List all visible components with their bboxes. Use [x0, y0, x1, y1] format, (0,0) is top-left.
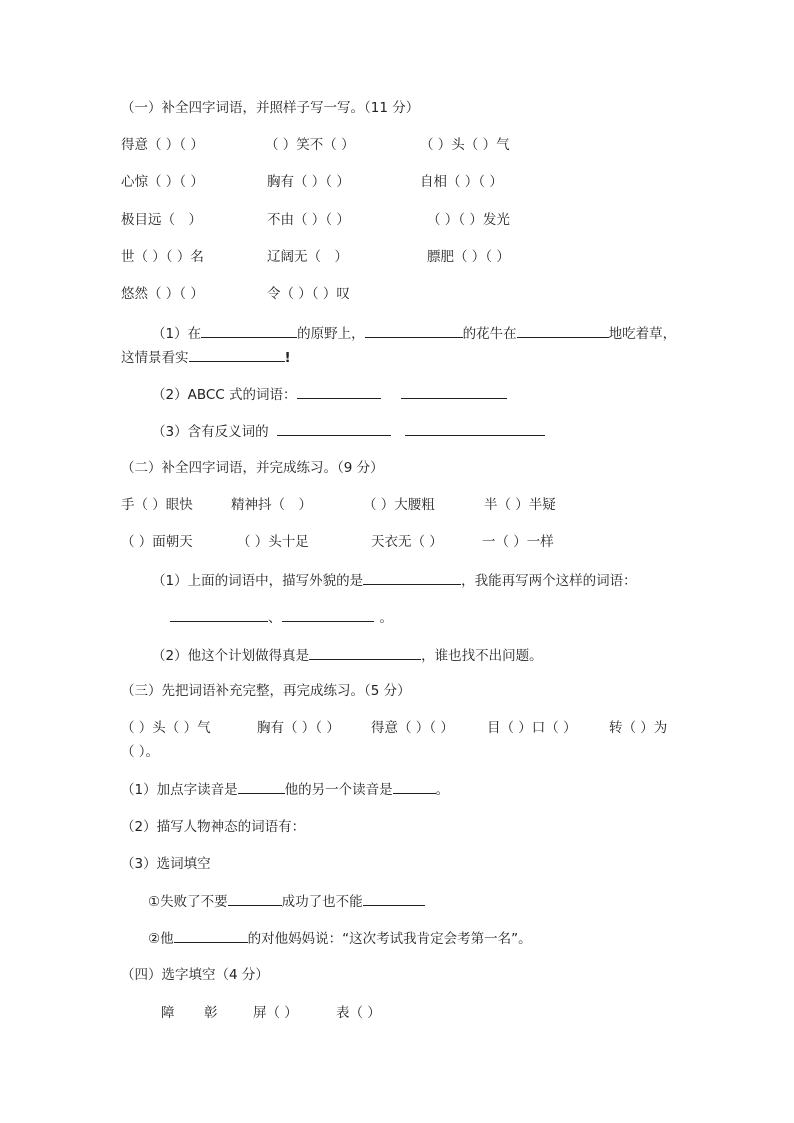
question-text: 他的另一个读音是 — [284, 782, 393, 798]
idiom-cell: 天衣无（ ） — [371, 534, 443, 550]
choice-char: 彰 — [204, 1005, 218, 1021]
answer-blank[interactable] — [238, 780, 285, 794]
question-1-3 — [152, 422, 545, 441]
question-text: （1）加点字读音是 — [121, 782, 238, 798]
question-2-2 — [152, 646, 543, 665]
question-text: （2）ABCC 式的词语： — [152, 387, 297, 403]
idiom-cell: （ ）头（ ）气 — [121, 720, 211, 736]
question-1-1-cont — [121, 348, 291, 367]
idiom-cell: （ ）头（ ）气 — [420, 137, 510, 153]
question-3-1 — [121, 780, 449, 799]
section-1-heading: （一）补全四字词语，并照样子写一写。（11 分） — [121, 100, 420, 116]
idiom-cell: （ ）（ ）发光 — [427, 212, 510, 228]
question-text: 的花牛在 — [462, 326, 517, 342]
section-4-heading: （四）选字填空（4 分） — [121, 967, 269, 983]
answer-blank[interactable] — [401, 385, 507, 399]
answer-blank[interactable] — [309, 646, 421, 660]
question-text: 的对他妈妈说：“这次考试我肯定会考第一名”。 — [247, 931, 532, 947]
fill-word: 屏（ ） — [253, 1005, 298, 1021]
idiom-cell: 自相（ ）（ ） — [420, 174, 503, 190]
answer-blank[interactable] — [170, 608, 268, 622]
idiom-cell: 得意（ ）（ ） — [371, 720, 454, 736]
idiom-cell: 精神抖（ ） — [231, 497, 312, 513]
answer-blank[interactable] — [189, 348, 285, 362]
question-text: ! — [284, 350, 291, 366]
idiom-cell: 半（ ）半疑 — [484, 497, 556, 513]
idiom-cell: 目（ ）口（ ） — [487, 720, 577, 736]
answer-blank[interactable] — [228, 892, 282, 906]
idiom-cell: 手（ ）眼快 — [121, 497, 193, 513]
answer-blank[interactable] — [363, 571, 461, 585]
question-text: 。 — [379, 610, 393, 626]
fill-item-2 — [148, 929, 532, 948]
question-text: 成功了也不能 — [281, 894, 363, 910]
idiom-cell: 辽阔无（ ） — [267, 249, 348, 265]
idiom-cell: （ ）大腰粗 — [363, 497, 435, 513]
idiom-cell: 胸有（ ）（ ） — [267, 174, 350, 190]
idiom-cell: （ ）头十足 — [237, 534, 309, 550]
answer-blank[interactable] — [517, 324, 609, 338]
question-text: ②他 — [148, 931, 174, 947]
answer-blank[interactable] — [201, 324, 297, 338]
idiom-cell: 膘肥（ ）（ ） — [427, 249, 510, 265]
question-text: （3）含有反义词的 — [152, 424, 269, 440]
question-text: ，谁也找不出问题。 — [421, 648, 543, 664]
question-text: （2）他这个计划做得真是 — [152, 648, 310, 664]
answer-blank[interactable] — [277, 422, 391, 436]
choice-char: 障 — [161, 1005, 175, 1021]
idiom-cell: 一（ ）一样 — [482, 534, 554, 550]
answer-blank[interactable] — [393, 780, 436, 794]
question-1-2 — [152, 385, 507, 404]
idiom-cell-cont: （ ）。 — [121, 744, 160, 760]
question-text: ①失败了不要 — [148, 894, 228, 910]
question-text: 、 — [268, 610, 282, 626]
idiom-cell: （ ）面朝天 — [121, 534, 193, 550]
fill-word: 表（ ） — [336, 1005, 381, 1021]
answer-blank[interactable] — [282, 608, 374, 622]
idiom-cell: 胸有（ ）（ ） — [257, 720, 340, 736]
answer-blank[interactable] — [405, 422, 545, 436]
fill-item-1 — [148, 892, 425, 911]
question-3-2: （2）描写人物神态的词语有： — [121, 819, 306, 835]
idiom-cell: 极目远（ ） — [121, 212, 202, 228]
question-2-1-cont — [170, 608, 393, 627]
idiom-cell: 令（ ）（ ）叹 — [267, 286, 350, 302]
idiom-cell: 悠然（ ）（ ） — [121, 286, 204, 302]
question-text: 的原野上， — [297, 326, 365, 342]
question-1-1 — [152, 324, 676, 343]
question-text: ，我能再写两个这样的词语： — [461, 573, 637, 589]
section-2-heading: （二）补全四字词语，并完成练习。（9 分） — [121, 460, 384, 476]
section-3-heading: （三）先把词语补充完整，再完成练习。（5 分） — [121, 683, 411, 699]
question-text: 这情景看实 — [121, 350, 189, 366]
idiom-cell: 心惊（ ）（ ） — [121, 174, 204, 190]
question-text: 地吃着草， — [608, 326, 677, 342]
idiom-cell: 转（ ）为 — [609, 720, 668, 736]
answer-blank[interactable] — [363, 892, 425, 906]
question-2-1 — [152, 571, 637, 590]
answer-blank[interactable] — [297, 385, 381, 399]
idiom-cell: 得意（ ）（ ） — [121, 137, 204, 153]
idiom-cell: （ ）笑不（ ） — [265, 137, 355, 153]
question-3-3: （3）选词填空 — [121, 856, 211, 872]
question-text: 。 — [435, 782, 450, 798]
answer-blank[interactable] — [365, 324, 463, 338]
question-text: （1）上面的词语中，描写外貌的是 — [152, 573, 364, 589]
question-text: （1）在 — [152, 326, 202, 342]
idiom-cell: 不由（ ）（ ） — [267, 212, 350, 228]
answer-blank[interactable] — [174, 929, 248, 943]
idiom-cell: 世（ ）（ ）名 — [121, 249, 204, 265]
